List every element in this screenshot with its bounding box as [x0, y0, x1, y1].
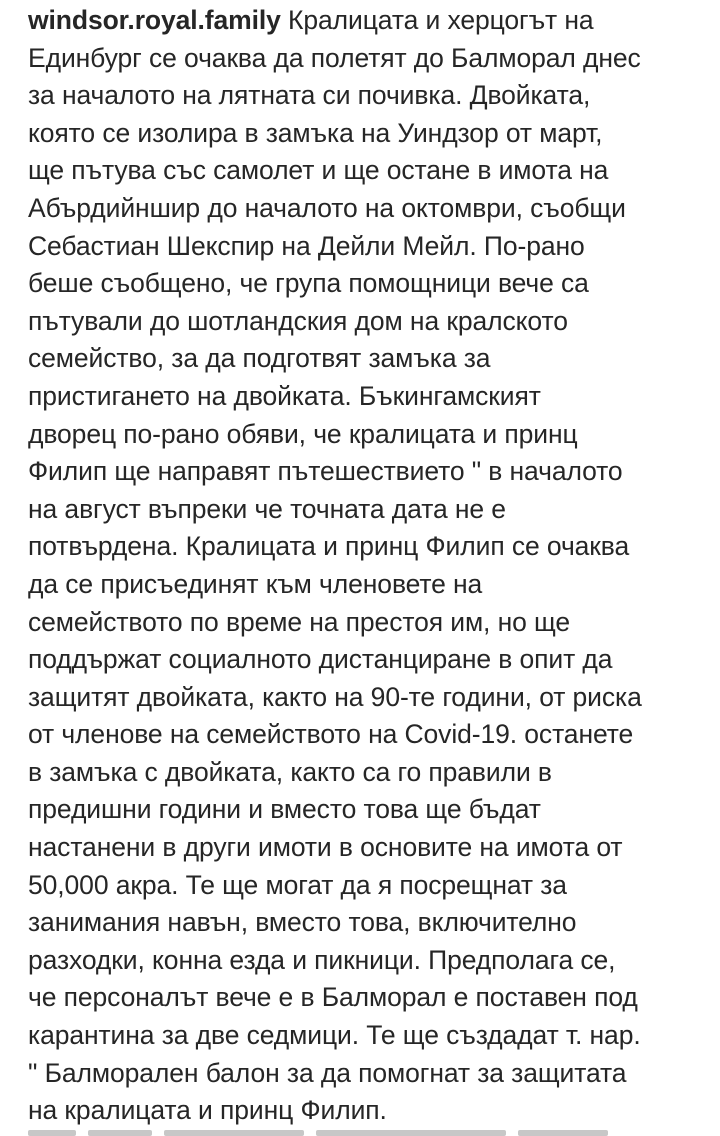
username-link[interactable]: windsor.royal.family [28, 5, 281, 35]
caption-line: ще пътува със самолет и ще остане в имота на [28, 155, 609, 186]
caption-line: настанени в други имоти в основите на имота от [28, 832, 623, 863]
caption-line: Единбург се очаква да полетят до Балморал днес [28, 42, 641, 73]
caption-line: в замъка с двойката, както са го правили в [28, 756, 552, 787]
caption-line: разходки, конна езда и пикници. Предполага се, [28, 944, 616, 975]
caption-line: пристигането на двойката. Бъкингамският [28, 380, 541, 411]
cutoff-text-fragment [88, 1130, 152, 1136]
caption-line: на кралицата и принц Филип. [28, 1095, 387, 1126]
caption-line: за началото на лятната си почивка. Двойката, [28, 80, 591, 111]
caption-line: занимания навън, вместо това, включително [28, 907, 577, 938]
caption-line: windsor.royal.family Кралицата и херцогът на [28, 5, 594, 35]
caption-line: дворец по-рано обяви, че кралицата и принц [28, 418, 578, 449]
cutoff-text-fragment [316, 1130, 506, 1136]
caption-line: беше съобщено, че група помощници вече са [28, 268, 589, 299]
cutoff-text-fragment [518, 1130, 608, 1136]
caption-line: от членове на семейството на Covid-19. останете [28, 719, 634, 750]
caption-line: Филип ще направят пътешествието " в началото [28, 456, 623, 487]
caption-line: пътували до шотландския дом на кралското [28, 305, 568, 336]
caption-line: карантина за две седмици. Те ще създадат т. нар. [28, 1020, 641, 1051]
caption-line: Абърдийншир до началото на октомври, съобщи [28, 192, 626, 223]
caption-line: 50,000 акра. Те ще могат да я посрещнат за [28, 869, 567, 900]
caption-line: на август въпреки че точната дата не е [28, 493, 506, 524]
caption-line: защитят двойката, както на 90-те години, от риска [28, 681, 642, 712]
caption-line: потвърдена. Кралицата и принц Филип се очаква [28, 531, 630, 562]
cutoff-text-fragment [28, 1130, 76, 1136]
post-caption [28, 2, 708, 1130]
caption-line: да се присъединят към членовете на [28, 568, 483, 599]
caption-line: семейство, за да подготвят замъка за [28, 343, 491, 374]
caption-line: семейството по време на престоя им, но ще [28, 606, 571, 637]
caption-line: предишни години и вместо това ще бъдат [28, 794, 541, 825]
caption-line: " Балморален балон за да помогнат за защитата [28, 1057, 627, 1088]
cutoff-text-fragment [164, 1130, 304, 1136]
caption-line: Себастиан Шекспир на Дейли Мейл. По-рано [28, 230, 585, 261]
caption-line: която се изолира в замъка на Уиндзор от март, [28, 117, 603, 148]
cutoff-next-row [28, 1118, 708, 1136]
caption-line: поддържат социалното дистанциране в опит да [28, 644, 613, 675]
caption-line: че персоналът вече е в Балморал е поставен под [28, 982, 638, 1013]
